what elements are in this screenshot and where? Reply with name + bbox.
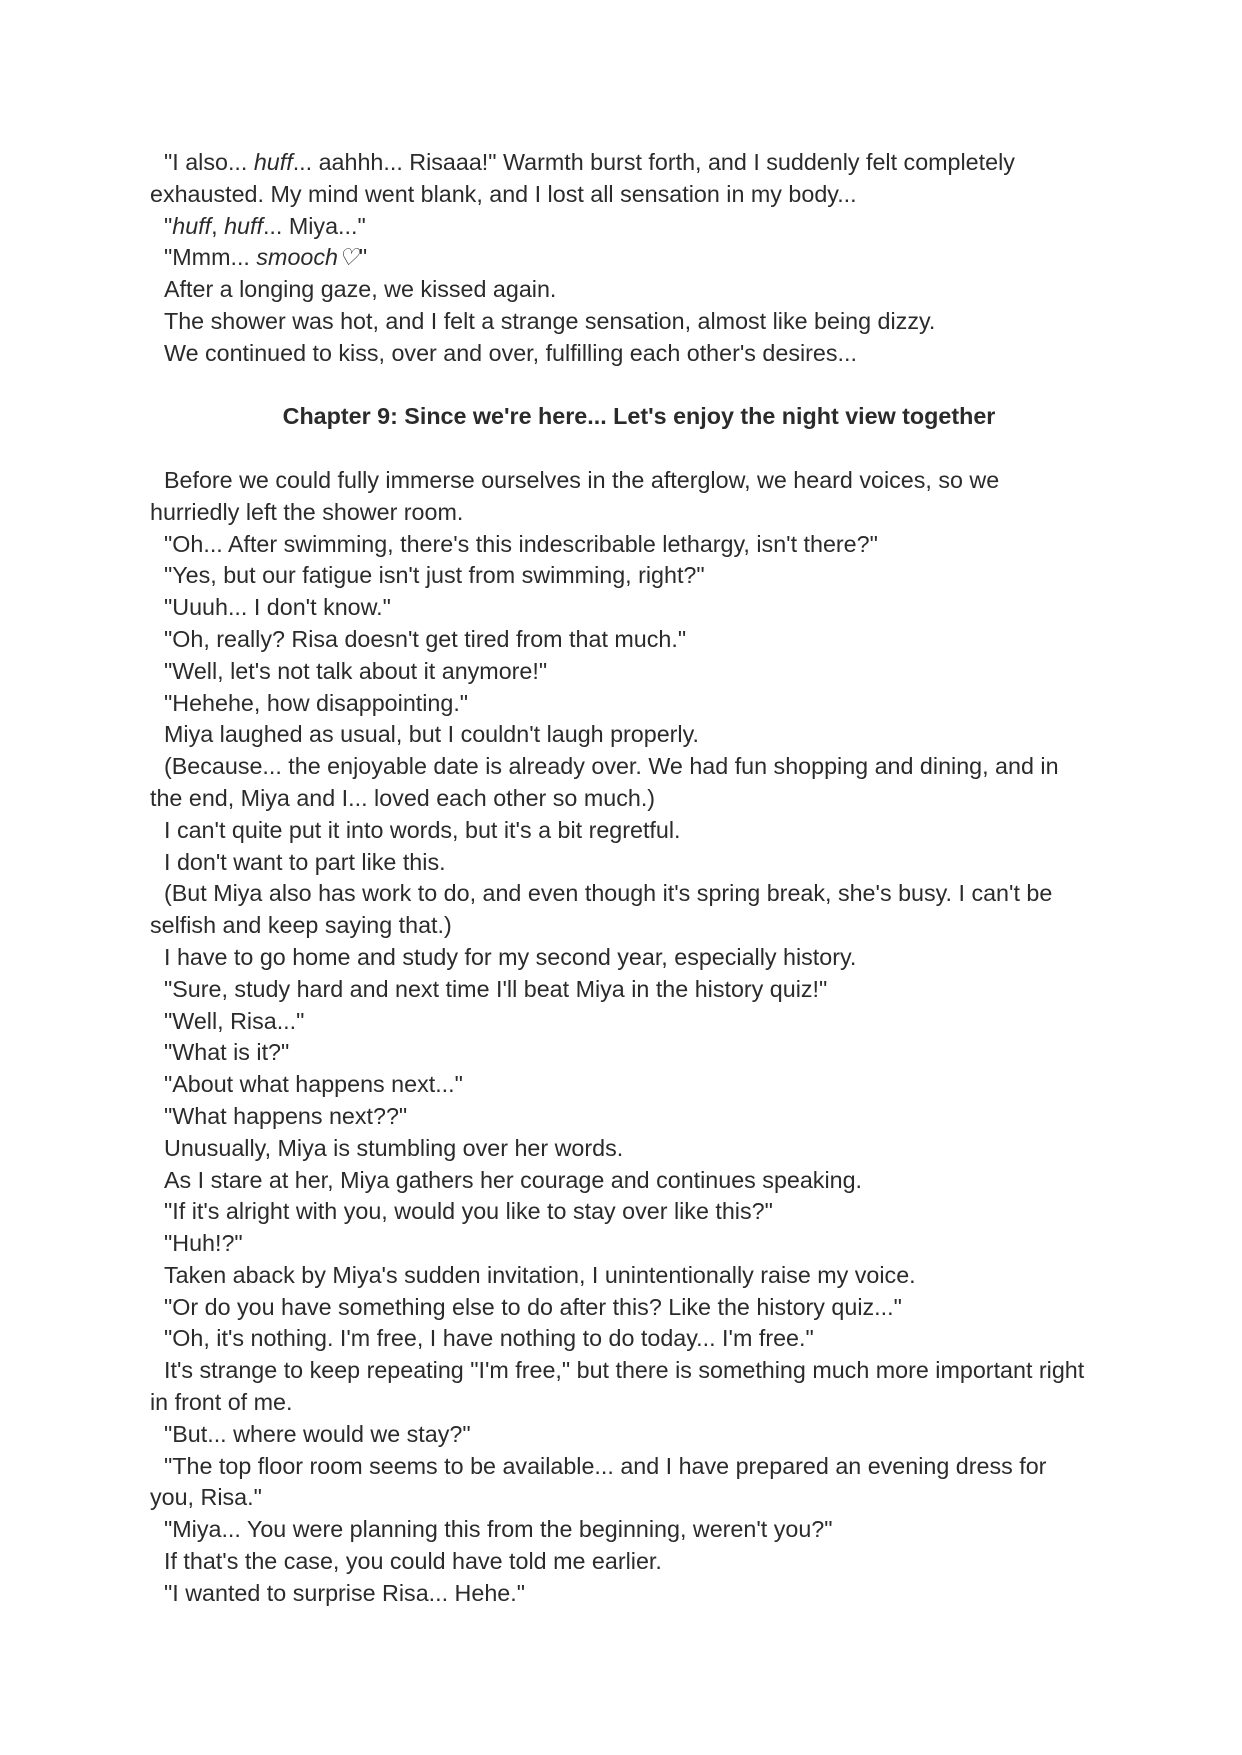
italic-text-run: huff xyxy=(172,212,212,239)
paragraph xyxy=(150,338,1090,370)
paragraph: "Well, let's not talk about it anymore!" xyxy=(164,657,548,684)
paragraph: "About what happens next..." xyxy=(164,1071,463,1098)
paragraph: "Huh!?" xyxy=(164,1230,243,1257)
text-run: After a longing gaze, we kissed again. xyxy=(164,276,557,303)
paragraph: "What happens next??" xyxy=(164,1102,408,1129)
paragraph: As I stare at her, Miya gathers her courage and continues speaking. xyxy=(164,1166,863,1193)
paragraph: I have to go home and study for my second year, especially history. xyxy=(164,943,857,970)
paragraph: "Well, Risa..." xyxy=(164,1007,305,1034)
paragraph xyxy=(150,306,1090,338)
paragraph: Before we could fully immerse ourselves in the afterglow, we heard voices, so we hurriedly left the shower room. xyxy=(150,466,1000,525)
paragraph xyxy=(150,274,1090,306)
paragraph: (But Miya also has work to do, and even though it's spring break, she's busy. I can't be selfish and keep saying that.) xyxy=(150,880,1053,939)
text-run: " xyxy=(358,244,368,271)
paragraph: "Sure, study hard and next time I'll beat Miya in the history quiz!" xyxy=(164,975,828,1002)
paragraph: I can't quite put it into words, but it's a bit regretful. xyxy=(164,816,681,843)
italic-text-run: huff xyxy=(224,212,263,239)
paragraph: Unusually, Miya is stumbling over her words. xyxy=(164,1134,624,1161)
chapter-title: Chapter 9: Since we're here... Let's enjoy the night view together xyxy=(282,403,996,430)
section-gap xyxy=(150,433,1090,465)
document-page xyxy=(150,147,1090,1610)
paragraph: "What is it?" xyxy=(164,1039,290,1066)
paragraph: Taken aback by Miya's sudden invitation, I unintentionally raise my voice. xyxy=(164,1261,916,1288)
text-run: ... Miya..." xyxy=(262,212,366,239)
paragraph: "Oh, really? Risa doesn't get tired from that much." xyxy=(164,625,687,652)
chapter-body xyxy=(150,465,1090,1610)
text-run: The shower was hot, and I felt a strange sensation, almost like being dizzy. xyxy=(164,307,936,334)
paragraph xyxy=(150,147,1090,211)
paragraph: If that's the case, you could have told me earlier. xyxy=(164,1548,662,1575)
paragraph xyxy=(150,211,1090,243)
paragraph: "Yes, but our fatigue isn't just from swimming, right?" xyxy=(164,562,705,589)
text-run: , xyxy=(211,212,225,239)
paragraph: "If it's alright with you, would you like to stay over like this?" xyxy=(164,1198,773,1225)
paragraph: "Miya... You were planning this from the beginning, weren't you?" xyxy=(164,1516,833,1543)
section-gap xyxy=(150,370,1090,402)
paragraph xyxy=(150,242,1090,274)
text-run: We continued to kiss, over and over, fulfilling each other's desires... xyxy=(164,339,857,366)
paragraph: "I wanted to surprise Risa... Hehe." xyxy=(164,1579,525,1606)
italic-text-run: smooch♡ xyxy=(256,244,359,271)
text-run: "Mmm... xyxy=(164,244,257,271)
paragraph: "Oh... After swimming, there's this indescribable lethargy, isn't there?" xyxy=(164,530,878,557)
text-run: " xyxy=(164,212,173,239)
paragraph: I don't want to part like this. xyxy=(164,848,446,875)
paragraph: "Oh, it's nothing. I'm free, I have nothing to do today... I'm free." xyxy=(164,1325,814,1352)
text-run: ... aahhh... Risaaa!" Warmth burst forth, and I suddenly felt completely exhausted. My mind went blank, and I lost all sensation in my body... xyxy=(150,149,1015,207)
paragraph: "But... where would we stay?" xyxy=(164,1420,471,1447)
italic-text-run: huff xyxy=(253,149,293,175)
paragraph: (Because... the enjoyable date is already over. We had fun shopping and dining, and in the end, Miya and I... loved each other so much.) xyxy=(150,753,1059,811)
paragraph: It's strange to keep repeating "I'm free," but there is something much more important right in front of me. xyxy=(150,1357,1085,1416)
paragraph: "Or do you have something else to do after this? Like the history quiz..." xyxy=(164,1293,902,1320)
paragraph: "The top floor room seems to be available... and I have prepared an evening dress for you, Risa." xyxy=(150,1452,1047,1511)
paragraph: "Uuuh... I don't know." xyxy=(164,594,391,621)
paragraph: "Hehehe, how disappointing." xyxy=(164,689,469,716)
opening-section xyxy=(150,147,1090,370)
text-run: "I also... xyxy=(164,149,254,175)
paragraph: Miya laughed as usual, but I couldn't laugh properly. xyxy=(164,721,699,748)
